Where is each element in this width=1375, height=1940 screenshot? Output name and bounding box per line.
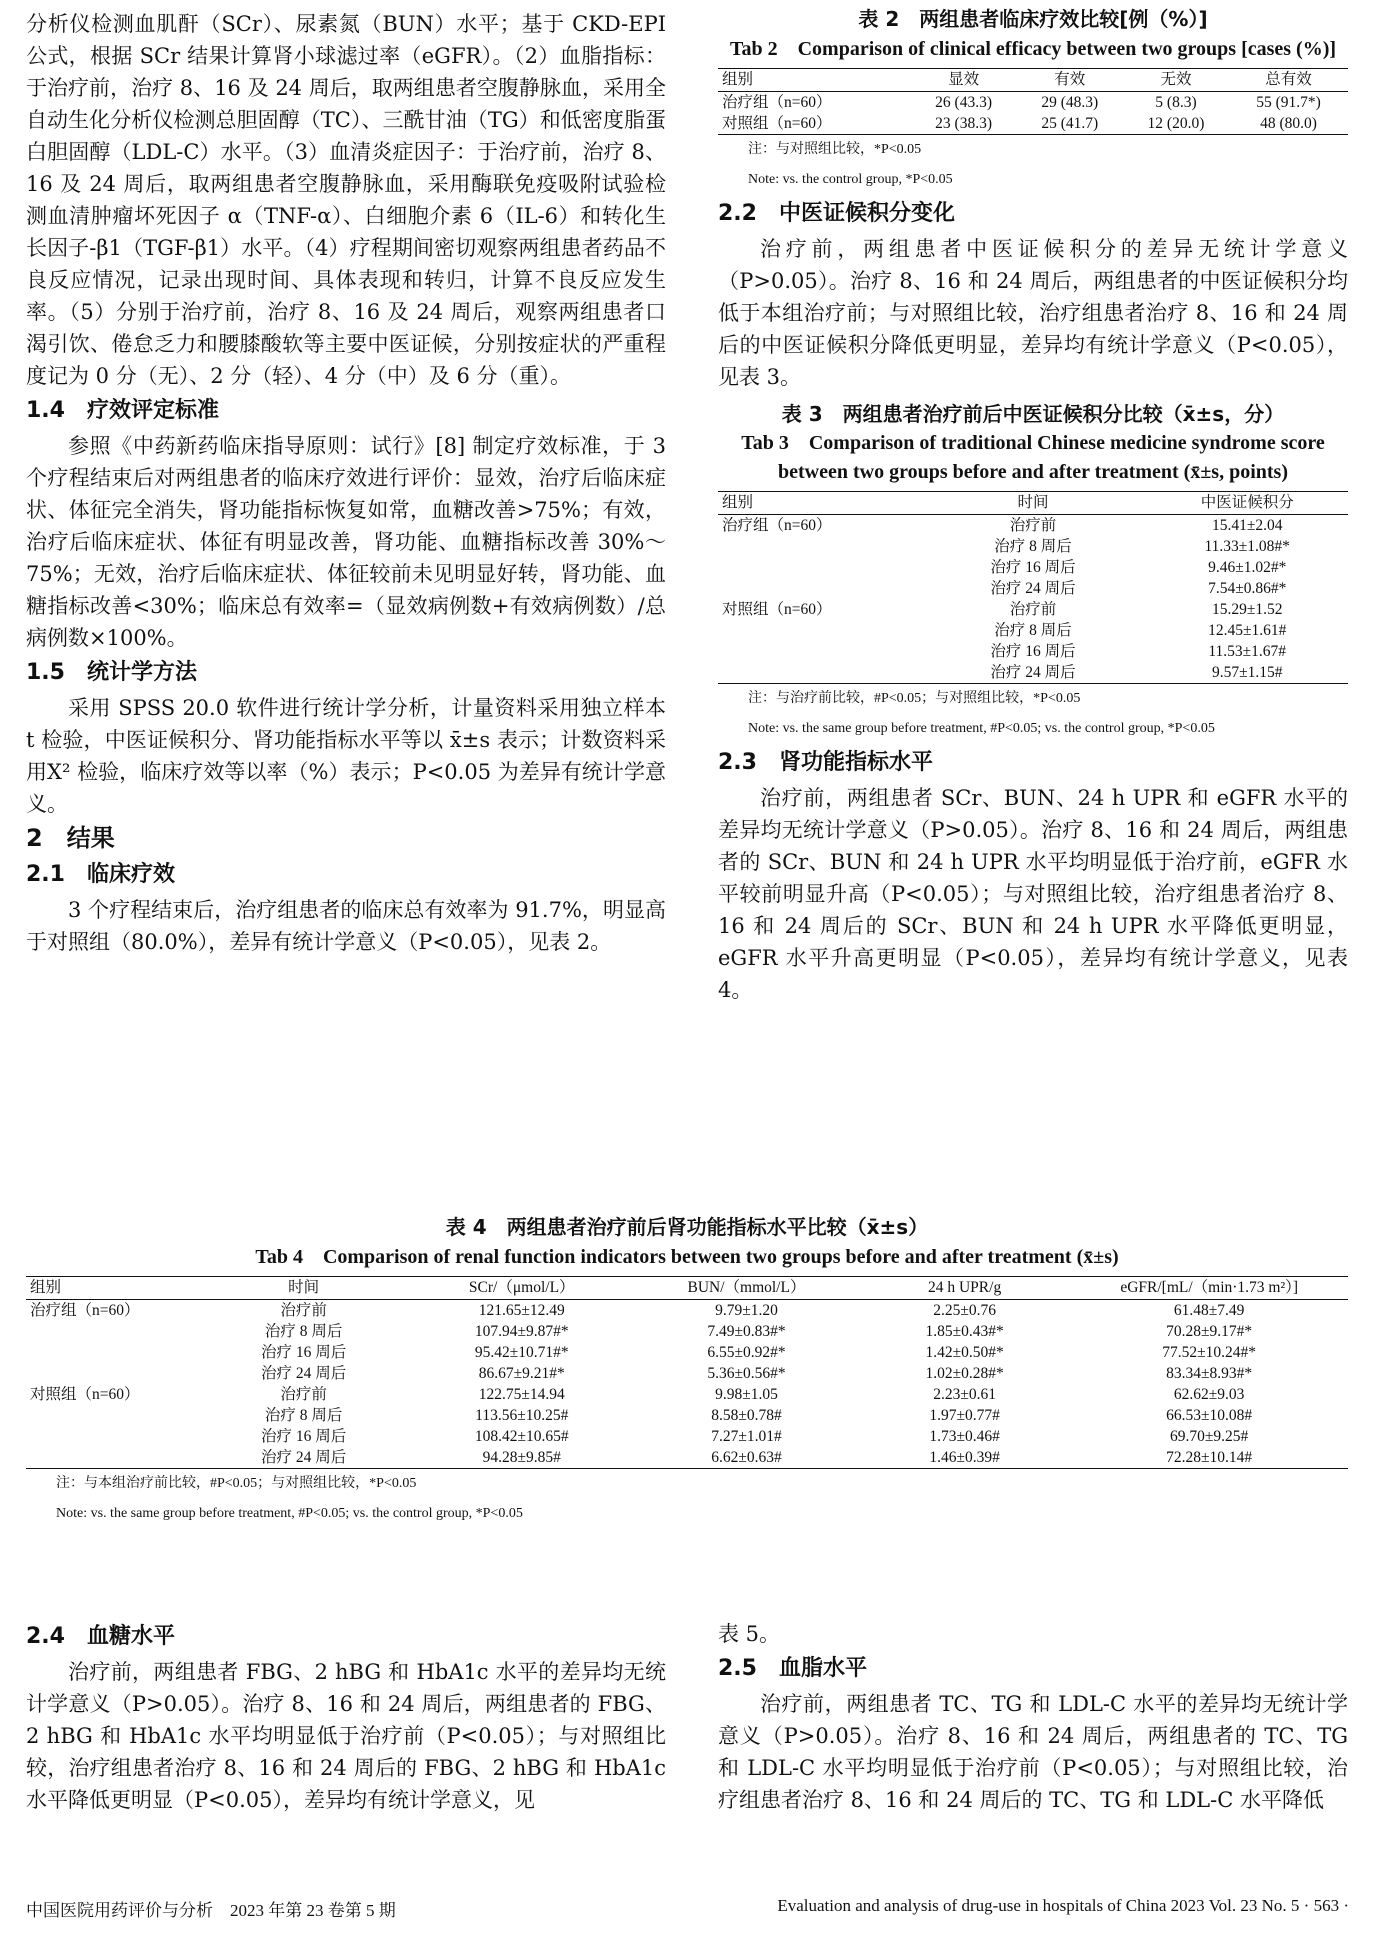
table-cell bbox=[718, 557, 920, 578]
table-cell: 7.27±1.01# bbox=[711, 1428, 782, 1445]
paragraph-2-5: 治疗前，两组患者 TC、TG 和 LDL-C 水平的差异均无统计学意义（P>0.05）。治疗 8、16 和 24 周后，两组患者的 TC、TG 和 LDL-C 水平均明显低于治疗前（P<0.05）；与对照组比较，治疗组患者治疗 8、16 和 24 周后的 TC、TG 和 LDL-C 水平降低 bbox=[718, 1692, 1348, 1812]
table-cell: 121.65±12.49 bbox=[478, 1302, 565, 1319]
table-cell: 7.49±0.83#* bbox=[707, 1323, 786, 1340]
table-cell: 治疗 16 周后 bbox=[260, 1344, 347, 1361]
table-row bbox=[718, 599, 1348, 620]
table-4-header: 组别 bbox=[26, 1277, 198, 1300]
table-cell: 治疗 16 周后 bbox=[990, 559, 1076, 576]
table-cell: 治疗前 bbox=[1009, 517, 1057, 534]
table-cell: 12.45±1.61# bbox=[1208, 622, 1287, 639]
table-cell: 7.54±0.86#* bbox=[1208, 580, 1287, 597]
paragraph-1-4: 参照《中药新药临床指导原则：试行》[8] 制定疗效标准，于 3 个疗程结束后对两组患者的临床疗效进行评价：显效，治疗后临床症状、体征完全消失，肾功能指标恢复如常，血糖改善>75%；有效，治疗后临床症状、体征有明显改善，肾功能、血糖指标改善 30%～75%；无效，治疗后临床症状、体征较前未见明显好转，肾功能、血糖指标改善<30%；临床总有效率=（显效病例数+有效病例数）/总病例数×100%。 bbox=[26, 434, 666, 650]
table-2-note-en: Note: vs. the control group, *P<0.05 bbox=[748, 172, 953, 187]
table-cell: 9.57±1.15# bbox=[1211, 664, 1283, 681]
table-cell: 95.42±10.71#* bbox=[474, 1344, 569, 1361]
table-cell: 48 (80.0) bbox=[1260, 115, 1317, 132]
table-cell: 62.62±9.03 bbox=[1173, 1386, 1245, 1403]
table-cell: 15.29±1.52 bbox=[1211, 601, 1283, 618]
table-row bbox=[26, 1363, 1348, 1384]
table-cell: 9.46±1.02#* bbox=[1208, 559, 1287, 576]
table-cell: 9.79±1.20 bbox=[715, 1302, 778, 1319]
paragraph-2-1: 3 个疗程结束后，治疗组患者的临床总有效率为 91.7%，明显高于对照组（80.0%），差异有统计学意义（P<0.05），见表 2。 bbox=[26, 898, 666, 954]
table-cell: 1.97±0.77# bbox=[929, 1407, 1000, 1424]
table-cell: 94.28±9.85# bbox=[482, 1449, 561, 1466]
table-cell bbox=[718, 641, 920, 662]
table-cell: 108.42±10.65# bbox=[474, 1428, 569, 1445]
table-2-header: 有效 bbox=[1017, 69, 1123, 92]
table-cell: 122.75±14.94 bbox=[478, 1386, 565, 1403]
paragraph-2-2: 治疗前，两组患者中医证候积分的差异无统计学意义（P>0.05）。治疗 8、16 和 24 周后，两组患者的中医证候积分均低于本组治疗前；与对照组比较，治疗组患者治疗 8、16 和 24 周后的中医证候积分降低更明显，差异均有统计学意义（P<0.05），见表 3。 bbox=[718, 237, 1348, 389]
heading-2-4: 2.4 血糖水平 bbox=[26, 1624, 175, 1649]
table-cell: 12 (20.0) bbox=[1147, 115, 1205, 132]
table-row bbox=[26, 1300, 1348, 1322]
table-cell: 5 (8.3) bbox=[1155, 94, 1197, 111]
table-3-note-cn: 注：与治疗前比较，#P<0.05；与对照组比较，*P<0.05 bbox=[748, 691, 1081, 706]
table-cell bbox=[718, 662, 920, 684]
table-row bbox=[26, 1384, 1348, 1405]
table-cell: 治疗 24 周后 bbox=[260, 1365, 347, 1382]
table-cell: 1.85±0.43#* bbox=[925, 1323, 1004, 1340]
table-cell bbox=[26, 1447, 198, 1469]
table-row bbox=[26, 1447, 1348, 1469]
table-cell: 61.48±7.49 bbox=[1173, 1302, 1245, 1319]
table-4-note-cn: 注：与本组治疗前比较，#P<0.05；与对照组比较，*P<0.05 bbox=[56, 1476, 417, 1491]
heading-1-4: 1.4 疗效评定标准 bbox=[26, 398, 219, 423]
table-cell: 治疗前 bbox=[280, 1302, 327, 1319]
heading-2-3: 2.3 肾功能指标水平 bbox=[718, 750, 933, 775]
left-column bbox=[26, 8, 666, 958]
table-cell: 9.98±1.05 bbox=[715, 1386, 778, 1403]
table-2-header: 组别 bbox=[718, 69, 910, 92]
table-row bbox=[718, 515, 1348, 537]
table-row bbox=[718, 557, 1348, 578]
paragraph-1-5: 采用 SPSS 20.0 软件进行统计学分析，计量资料采用独立样本 t 检验，中医证候积分、肾功能指标水平等以 x̄±s 表示；计数资料采用X² 检验，临床疗效等以率（%）表示；P<0.05 为差异有统计学意义。 bbox=[26, 696, 666, 816]
table-cell: 治疗组（n=60） bbox=[722, 517, 832, 534]
table-2 bbox=[718, 68, 1348, 135]
paragraph-2-3: 治疗前，两组患者 SCr、BUN、24 h UPR 和 eGFR 水平的差异均无统计学意义（P>0.05）。治疗 8、16 和 24 周后，两组患者的 SCr、BUN 和 24 h UPR 水平均明显低于治疗前，eGFR 水平较前明显升高（P<0.05）；与对照组比较，治疗组患者治疗 8、16 和 24 周后的 SCr、BUN 和 24 h UPR 水平降低更明显，eGFR 水平升高更明显（P<0.05），差异均有统计学意义，见表 4。 bbox=[718, 786, 1348, 1002]
table-cell: 对照组（n=60） bbox=[722, 601, 832, 618]
table-2-note-cn: 注：与对照组比较，*P<0.05 bbox=[748, 142, 922, 157]
table-cell: 1.73±0.46# bbox=[929, 1428, 1000, 1445]
table-cell: 治疗前 bbox=[280, 1386, 327, 1403]
table-cell: 治疗 16 周后 bbox=[260, 1428, 347, 1445]
table-cell bbox=[26, 1321, 198, 1342]
table-4-header: 24 h UPR/g bbox=[859, 1277, 1071, 1300]
table-4-header: BUN/（mmol/L） bbox=[634, 1277, 859, 1300]
table-cell: 治疗 24 周后 bbox=[990, 664, 1076, 681]
table-cell: 治疗组（n=60） bbox=[722, 94, 832, 111]
right-column bbox=[718, 4, 1348, 1006]
heading-2-1: 2.1 临床疗效 bbox=[26, 862, 175, 887]
table-row bbox=[718, 92, 1348, 114]
table-row bbox=[718, 113, 1348, 135]
table-4-header: eGFR/[mL/（min·1.73 m²）] bbox=[1070, 1277, 1348, 1300]
table-row bbox=[718, 641, 1348, 662]
table-cell: 107.94±9.87#* bbox=[474, 1323, 569, 1340]
footer-journal-en: Evaluation and analysis of drug-use in hospitals of China 2023 Vol. 23 No. 5 · 563 · bbox=[777, 1896, 1349, 1915]
table-4-block bbox=[26, 1212, 1348, 1529]
table-cell: 治疗 8 周后 bbox=[264, 1407, 343, 1424]
paragraph-2-4: 治疗前，两组患者 FBG、2 hBG 和 HbA1c 水平的差异均无统计学意义（P>0.05）。治疗 8、16 和 24 周后，两组患者的 FBG、2 hBG 和 HbA1c 水平均明显低于治疗前（P<0.05）；与对照组比较，治疗组患者治疗 8、16 和 24 周后的 FBG、2 hBG 和 HbA1c 水平降低更明显（P<0.05），差异均有统计学意义，见 bbox=[26, 1660, 666, 1812]
table-row bbox=[26, 1321, 1348, 1342]
table-row bbox=[718, 536, 1348, 557]
table-cell: 治疗组（n=60） bbox=[30, 1302, 140, 1319]
table-cell: 对照组（n=60） bbox=[30, 1386, 140, 1403]
heading-2: 2 结果 bbox=[26, 824, 115, 852]
table-cell: 77.52±10.24#* bbox=[1162, 1344, 1257, 1361]
table-cell: 治疗 16 周后 bbox=[990, 643, 1076, 660]
heading-2-2: 2.2 中医证候积分变化 bbox=[718, 201, 955, 226]
table-2-header: 总有效 bbox=[1229, 69, 1348, 92]
table-2-caption-en: Tab 2 Comparison of clinical efficacy between two groups [cases (%)] bbox=[729, 38, 1337, 60]
table-cell: 69.70±9.25# bbox=[1170, 1428, 1249, 1445]
right-column-bottom bbox=[718, 1618, 1348, 1816]
table-row bbox=[718, 662, 1348, 684]
table-cell: 治疗前 bbox=[1009, 601, 1057, 618]
table-3 bbox=[718, 491, 1348, 684]
table-cell bbox=[26, 1342, 198, 1363]
footer-journal-cn: 中国医院用药评价与分析 2023 年第 23 卷第 5 期 bbox=[26, 1901, 396, 1920]
paragraph-2-4-end: 表 5。 bbox=[718, 1622, 781, 1646]
table-cell: 6.55±0.92#* bbox=[707, 1344, 786, 1361]
table-2-caption-cn: 表 2 两组患者临床疗效比较[例（%）] bbox=[858, 7, 1208, 31]
heading-2-5: 2.5 血脂水平 bbox=[718, 1656, 867, 1681]
table-cell: 2.25±0.76 bbox=[933, 1302, 996, 1319]
table-cell: 23 (38.3) bbox=[935, 115, 992, 132]
table-cell: 1.46±0.39# bbox=[929, 1449, 1000, 1466]
table-cell: 26 (43.3) bbox=[935, 94, 992, 111]
table-cell: 86.67±9.21#* bbox=[478, 1365, 565, 1382]
table-3-header: 中医证候积分 bbox=[1146, 492, 1348, 515]
table-row bbox=[26, 1405, 1348, 1426]
table-4-header: SCr/（μmol/L） bbox=[409, 1277, 634, 1300]
table-cell: 72.28±10.14# bbox=[1166, 1449, 1253, 1466]
table-row bbox=[26, 1342, 1348, 1363]
table-cell: 11.33±1.08#* bbox=[1204, 538, 1290, 555]
paragraph-methods-cont: 分析仪检测血肌酐（SCr）、尿素氮（BUN）水平；基于 CKD-EPI 公式，根据 SCr 结果计算肾小球滤过率（eGFR）。（2）血脂指标：于治疗前，治疗 8、16 及 24 周后，取两组患者空腹静脉血，采用全自动生化分析仪检测总胆固醇（TC）、三酰甘油（TG）和低密度脂蛋白胆固醇（LDL-C）水平。（3）血清炎症因子：于治疗前，治疗 8、16 及 24 周后，取两组患者空腹静脉血，采用酶联免疫吸附试验检测血清肿瘤坏死因子 α（TNF-α）、白细胞介素 6（IL-6）和转化生长因子-β1（TGF-β1）水平。（4）疗程期间密切观察两组患者药品不良反应情况，记录出现时间、具体表现和转归，计算不良反应发生率。（5）分别于治疗前，治疗 8、16 及 24 周后，观察两组患者口渴引饮、倦怠乏力和腰膝酸软等主要中医证候，分别按症状的严重程度记为 0 分（无）、2 分（轻）、4 分（中）及 6 分（重）。 bbox=[26, 12, 666, 388]
table-cell bbox=[718, 536, 920, 557]
table-2-header: 无效 bbox=[1123, 69, 1229, 92]
table-3-caption-en: Tab 3 Comparison of traditional Chinese medicine syndrome score between two groups before and after treatment (x̄±s, points) bbox=[741, 432, 1325, 483]
table-cell: 治疗 24 周后 bbox=[990, 580, 1076, 597]
table-cell bbox=[26, 1363, 198, 1384]
table-cell: 1.42±0.50#* bbox=[925, 1344, 1004, 1361]
table-cell: 治疗 8 周后 bbox=[994, 538, 1072, 555]
table-cell: 2.23±0.61 bbox=[933, 1386, 996, 1403]
table-cell: 治疗 8 周后 bbox=[994, 622, 1072, 639]
table-3-header: 时间 bbox=[920, 492, 1147, 515]
table-4-note-en: Note: vs. the same group before treatment, #P<0.05; vs. the control group, *P<0.05 bbox=[56, 1506, 523, 1521]
table-cell: 治疗 8 周后 bbox=[264, 1323, 343, 1340]
table-cell: 55 (91.7*) bbox=[1256, 94, 1321, 111]
table-cell: 5.36±0.56#* bbox=[707, 1365, 786, 1382]
left-column-bottom bbox=[26, 1618, 666, 1816]
table-cell: 15.41±2.04 bbox=[1211, 517, 1283, 534]
table-row bbox=[718, 578, 1348, 599]
table-cell: 11.53±1.67# bbox=[1208, 643, 1287, 660]
table-cell bbox=[26, 1405, 198, 1426]
table-cell: 对照组（n=60） bbox=[722, 115, 832, 132]
table-cell: 66.53±10.08# bbox=[1166, 1407, 1253, 1424]
table-4-caption-en: Tab 4 Comparison of renal function indicators between two groups before and after treatment (x̄±s) bbox=[255, 1246, 1119, 1268]
table-row bbox=[26, 1426, 1348, 1447]
table-cell: 6.62±0.63# bbox=[711, 1449, 782, 1466]
table-2-header: 显效 bbox=[910, 69, 1016, 92]
table-cell bbox=[718, 620, 920, 641]
table-cell: 29 (48.3) bbox=[1041, 94, 1099, 111]
table-cell: 83.34±8.93#* bbox=[1166, 1365, 1253, 1382]
heading-1-5: 1.5 统计学方法 bbox=[26, 660, 197, 685]
table-cell: 1.02±0.28#* bbox=[925, 1365, 1004, 1382]
table-cell: 8.58±0.78# bbox=[711, 1407, 782, 1424]
table-4-caption-cn: 表 4 两组患者治疗前后肾功能指标水平比较（x̄±s） bbox=[445, 1215, 929, 1239]
table-3-note-en: Note: vs. the same group before treatment, #P<0.05; vs. the control group, *P<0.05 bbox=[748, 721, 1215, 736]
table-3-caption-cn: 表 3 两组患者治疗前后中医证候积分比较（x̄±s，分） bbox=[781, 402, 1285, 426]
table-cell bbox=[26, 1426, 198, 1447]
table-cell: 25 (41.7) bbox=[1041, 115, 1099, 132]
table-cell: 70.28±9.17#* bbox=[1166, 1323, 1253, 1340]
table-row bbox=[718, 620, 1348, 641]
table-cell: 治疗 24 周后 bbox=[260, 1449, 347, 1466]
table-4-header: 时间 bbox=[198, 1277, 410, 1300]
table-4 bbox=[26, 1276, 1348, 1469]
table-3-header: 组别 bbox=[718, 492, 920, 515]
table-cell: 113.56±10.25# bbox=[475, 1407, 569, 1424]
table-cell bbox=[718, 578, 920, 599]
